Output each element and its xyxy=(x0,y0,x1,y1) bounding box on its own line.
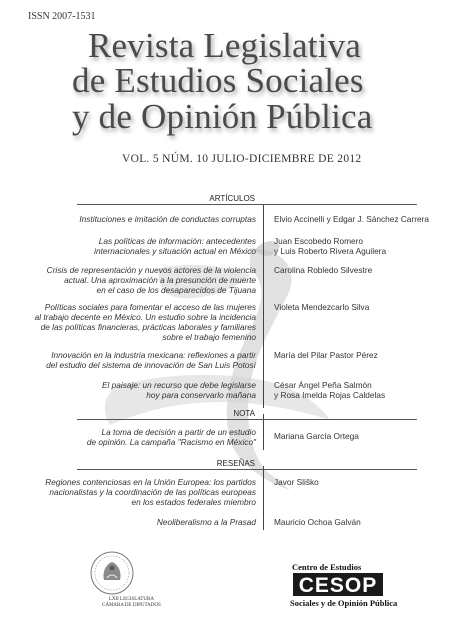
article-author: César Ángel Peña Salmón y Rosa Imelda Rojas Caldelas xyxy=(274,380,386,400)
article-title: Las políticas de información: antecedentes internacionales y situación actual en México xyxy=(94,236,256,256)
article-title: Crisis de representación y nuevos actores de la violencia actual. Una aproximación a la presunción de muerte en el caso de los desaparecidos de Tijuana xyxy=(46,265,256,295)
review-title: Regiones contenciosas en la Unión Europea: los partidos nacionalistas y la coordinación de las políticas europeas en los estados federales miembro xyxy=(45,477,256,507)
review-author: Mauricio Ochoa Galván xyxy=(274,517,361,527)
journal-cover: ISSN 2007-1531 Revista Legislativa de Estudios Sociales y de Opinión Pública VOL. 5 NÚM. 10 JULIO-DICIEMBRE DE 2012 ARTÍCULOS Instituciones e imitación de conductas corruptas Elvio Accinelli y Edgar J. Sánchez Carrera Las políticas de información: antecedentes internacionales y situación actual en México Juan Escobedo Romero y Luis Roberto Rivera Aguilera Crisis de representación y nuevos actores de la violencia actual. Una aproximación a la presunción de muerte en el caso de los desaparecidos de Tijuana Carolina Robledo Silvestre Políticas sociales para fomentar el acceso de las mujeres al trabajo decente en México. Un estudio sobre la incidencia de las políticas financieras, prácticas laborales y familiares sobre el trabajo femenino Violeta Mendezcarlo Silva Innovación en la industria mexicana: reflexiones a partir del estudio del sistema de innovación de San Luis Potosí María del Pilar Pastor Pérez El paisaje: un recurso que debe legislarse hoy para conservarlo mañana César Ángel Peña Salmón y Rosa Imelda Rojas Caldelas NOTA La toma de decisión a partir de un estudio de opinión. La campaña "Racismo en México" Mariana García Ortega RESEÑAS Regiones contenciosas en la Unión Europea: los partidos nacionalistas y la coordinación de las políticas europeas en los estados federales miembro Javor Sliško Neoliberalismo a la Prasad Mauricio Ochoa Galván LXII LEGISLATURA CÁMARA DE DIPUTADOS Centro de Estudios CESOP Sociales y de Opinión Pública xyxy=(0,0,450,637)
title-line-2: de Estudios Sociales xyxy=(72,61,364,100)
cesop-top-text: Centro de Estudios xyxy=(292,562,362,572)
article-author: Elvio Accinelli y Edgar J. Sánchez Carrera xyxy=(274,214,429,224)
review-author: Javor Sliško xyxy=(274,477,319,487)
note-author: Mariana García Ortega xyxy=(274,431,359,441)
chamber-seal-caption: LXII LEGISLATURA CÁMARA DE DIPUTADOS xyxy=(102,597,161,608)
column-divider xyxy=(263,204,264,408)
article-author: Violeta Mendezcarlo Silva xyxy=(274,302,370,312)
section-rule xyxy=(77,469,417,470)
title-line-3: y de Opinión Pública xyxy=(72,97,373,136)
cesop-bottom-text: Sociales y de Opinión Pública xyxy=(290,598,398,608)
article-title: Innovación en la industria mexicana: reflexiones a partir del estudio del sistema de innovación de San Luis Potosí xyxy=(46,350,256,370)
section-rule xyxy=(77,204,417,205)
article-author: María del Pilar Pastor Pérez xyxy=(274,350,378,360)
volume-issue-line: VOL. 5 NÚM. 10 JULIO-DICIEMBRE DE 2012 xyxy=(122,153,362,165)
cesop-logo-icon xyxy=(293,573,383,596)
column-divider xyxy=(263,466,264,530)
title-line-1: Revista Legislativa xyxy=(88,26,362,65)
article-title: El paisaje: un recurso que debe legislarse hoy para conservarlo mañana xyxy=(101,380,256,400)
section-rule xyxy=(77,419,417,420)
article-author: Juan Escobedo Romero y Luis Roberto Rivera Aguilera xyxy=(274,236,387,256)
chamber-seal-icon xyxy=(88,550,136,596)
svg-text:CESOP: CESOP xyxy=(298,574,378,596)
issn-label: ISSN 2007-1531 xyxy=(28,11,96,22)
article-title: Políticas sociales para fomentar el acceso de las mujeres al trabajo decente en México. Un estudio sobre la incidencia de las políticas financieras, prácticas laborales y familiares sobre el trabajo femenino xyxy=(34,302,256,342)
article-author: Carolina Robledo Silvestre xyxy=(274,265,373,275)
review-title: Neoliberalismo a la Prasad xyxy=(156,517,256,527)
article-title: Instituciones e imitación de conductas corruptas xyxy=(79,214,256,224)
note-title: La toma de decisión a partir de un estudio de opinión. La campaña "Racismo en México" xyxy=(86,427,256,447)
